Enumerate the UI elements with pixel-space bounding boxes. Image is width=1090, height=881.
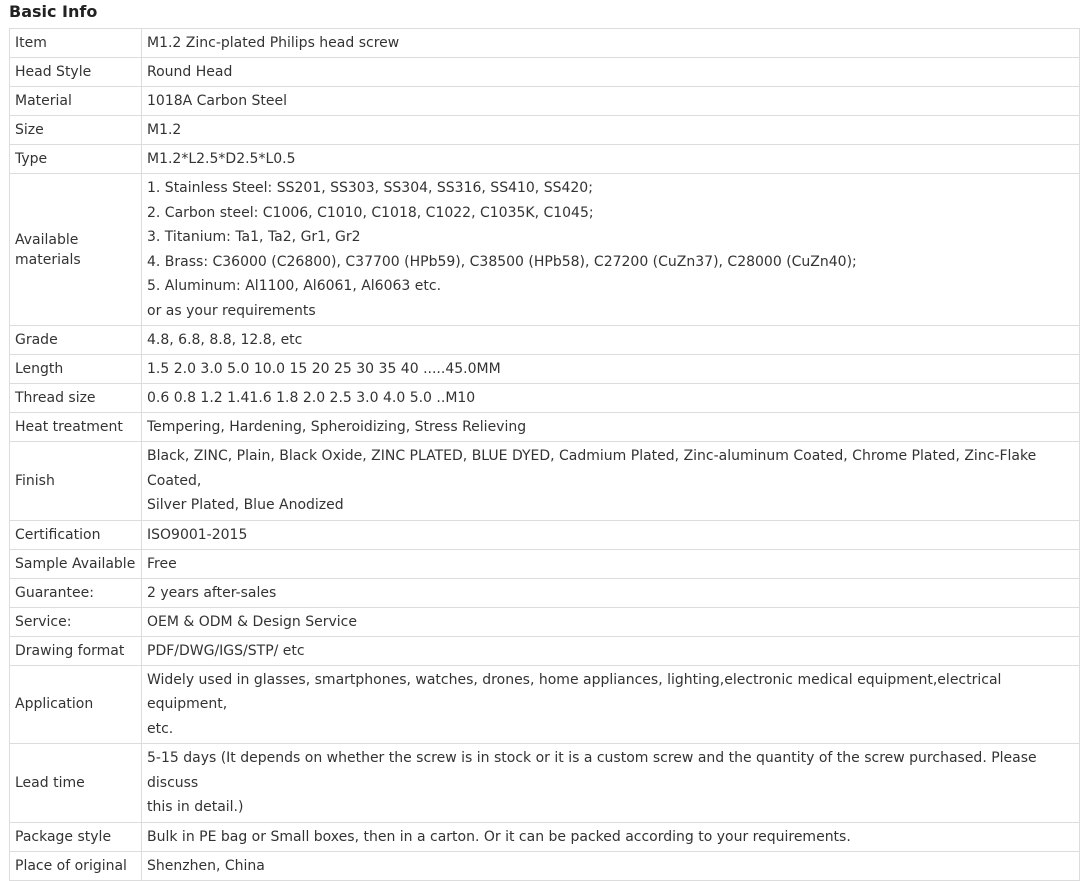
- table-row: [10, 145, 1080, 174]
- row-value: [142, 29, 1080, 58]
- row-label: Package style: [10, 822, 142, 851]
- value-line: ISO9001-2015: [147, 526, 248, 543]
- row-value: [142, 520, 1080, 549]
- table-row: [10, 442, 1080, 521]
- row-label: Thread size: [10, 384, 142, 413]
- table-row: [10, 384, 1080, 413]
- value-line: 1.5 2.0 3.0 5.0 10.0 15 20 25 30 35 40 .....45.0MM: [147, 361, 501, 377]
- table-row: [10, 607, 1080, 636]
- row-value: [142, 607, 1080, 636]
- table-row: [10, 665, 1080, 744]
- row-value: [142, 636, 1080, 665]
- table-row: [10, 58, 1080, 87]
- value-line: Bulk in PE bag or Small boxes, then in a carton. Or it can be packed according to your requirements.: [147, 828, 851, 845]
- table-row: [10, 413, 1080, 442]
- row-value: [142, 851, 1080, 880]
- value-line: 3. Titanium: Ta1, Ta2, Gr1, Gr2: [147, 229, 361, 245]
- row-label: Place of original: [10, 851, 142, 880]
- row-value: [142, 413, 1080, 442]
- value-line: etc.: [147, 720, 174, 737]
- row-label: Length: [10, 355, 142, 384]
- row-value: [142, 578, 1080, 607]
- value-line: 2 years after-sales: [147, 584, 277, 601]
- table-row: [10, 174, 1080, 326]
- row-value: [142, 145, 1080, 174]
- row-value: [142, 326, 1080, 355]
- value-line: Round Head: [147, 64, 233, 80]
- section-title: Basic Info: [9, 2, 98, 21]
- value-line: or as your requirements: [147, 302, 316, 319]
- row-label: Grade: [10, 326, 142, 355]
- row-label: Lead time: [10, 744, 142, 823]
- value-line: 0.6 0.8 1.2 1.41.6 1.8 2.0 2.5 3.0 4.0 5.0 ..M10: [147, 390, 476, 406]
- value-line: 1. Stainless Steel: SS201, SS303, SS304, SS316, SS410, SS420;: [147, 180, 593, 196]
- value-line: 4.8, 6.8, 8.8, 12.8, etc: [147, 332, 303, 348]
- value-line: M1.2: [147, 122, 182, 138]
- table-row: [10, 851, 1080, 880]
- row-value: [142, 116, 1080, 145]
- table-row: [10, 29, 1080, 58]
- row-label: Guarantee:: [10, 578, 142, 607]
- value-line: this in detail.): [147, 799, 244, 815]
- row-label: Size: [10, 116, 142, 145]
- row-value: [142, 822, 1080, 851]
- row-label: Sample Available: [10, 549, 142, 578]
- value-line: Black, ZINC, Plain, Black Oxide, ZINC PLATED, BLUE DYED, Cadmium Plated, Zinc-aluminum Coated, Chrome Plated, Zinc-Flake Coated,: [147, 448, 1037, 489]
- basic-info-table: [9, 28, 1080, 881]
- row-value: [142, 384, 1080, 413]
- value-line: 5-15 days (It depends on whether the screw is in stock or it is a custom screw and the quantity of the screw purchased. Please discuss: [147, 750, 1037, 791]
- value-line: Shenzhen, China: [147, 857, 265, 874]
- value-line: PDF/DWG/IGS/STP/ etc: [147, 642, 305, 659]
- row-label: Item: [10, 29, 142, 58]
- row-label: Certification: [10, 520, 142, 549]
- table-row: [10, 549, 1080, 578]
- row-value: [142, 744, 1080, 823]
- row-value: [142, 355, 1080, 384]
- value-line: Free: [147, 555, 177, 572]
- basic-info-table-body: [10, 29, 1080, 881]
- value-line: 4. Brass: C36000 (C26800), C37700 (HPb59), C38500 (HPb58), C27200 (CuZn37), C28000 (CuZn40);: [147, 253, 857, 270]
- value-line: Tempering, Hardening, Spheroidizing, Stress Relieving: [147, 419, 527, 435]
- row-value: [142, 549, 1080, 578]
- table-row: [10, 87, 1080, 116]
- table-row: [10, 636, 1080, 665]
- value-line: 1018A Carbon Steel: [147, 93, 288, 109]
- row-label: Available materials: [10, 174, 142, 326]
- row-label: Finish: [10, 442, 142, 521]
- row-label: Material: [10, 87, 142, 116]
- table-row: [10, 822, 1080, 851]
- row-label: Type: [10, 145, 142, 174]
- value-line: Widely used in glasses, smartphones, watches, drones, home appliances, lighting,electronic medical equipment,electrical equipment,: [147, 671, 1002, 712]
- row-value: [142, 174, 1080, 326]
- value-line: M1.2*L2.5*D2.5*L0.5: [147, 151, 296, 167]
- value-line: M1.2 Zinc-plated Philips head screw: [147, 35, 400, 51]
- row-label: Heat treatment: [10, 413, 142, 442]
- row-label: Service:: [10, 607, 142, 636]
- row-value: [142, 665, 1080, 744]
- value-line: Silver Plated, Blue Anodized: [147, 497, 344, 513]
- row-value: [142, 58, 1080, 87]
- table-row: [10, 326, 1080, 355]
- row-value: [142, 87, 1080, 116]
- value-line: OEM & ODM & Design Service: [147, 613, 357, 630]
- table-row: [10, 578, 1080, 607]
- table-row: [10, 355, 1080, 384]
- table-row: [10, 520, 1080, 549]
- table-row: [10, 116, 1080, 145]
- table-row: [10, 744, 1080, 823]
- value-line: 5. Aluminum: Al1100, Al6061, Al6063 etc.: [147, 278, 442, 294]
- row-label: Application: [10, 665, 142, 744]
- row-value: [142, 442, 1080, 521]
- row-label: Drawing format: [10, 636, 142, 665]
- value-line: 2. Carbon steel: C1006, C1010, C1018, C1022, C1035K, C1045;: [147, 204, 594, 221]
- row-label: Head Style: [10, 58, 142, 87]
